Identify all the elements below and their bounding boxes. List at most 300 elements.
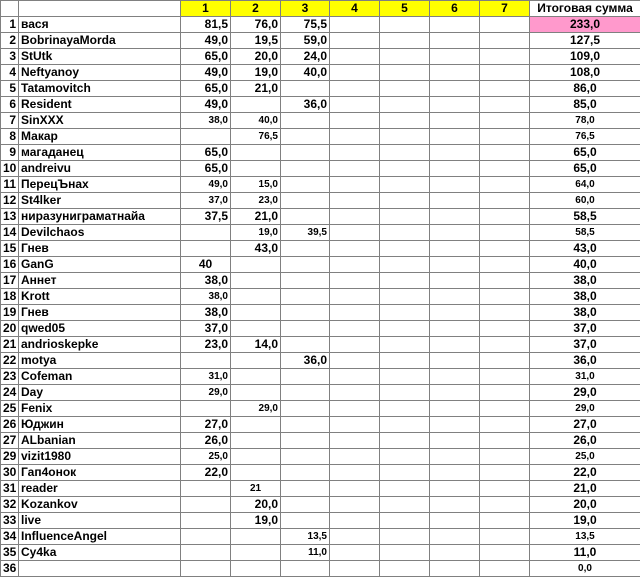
total-cell[interactable]: 36,0 (530, 353, 640, 369)
score-cell-7[interactable] (480, 241, 530, 257)
score-cell-4[interactable] (330, 225, 380, 241)
score-cell-5[interactable] (380, 321, 430, 337)
score-cell-5[interactable] (380, 241, 430, 257)
score-cell-7[interactable] (480, 465, 530, 481)
total-cell[interactable]: 233,0 (530, 17, 640, 33)
score-cell-5[interactable] (380, 33, 430, 49)
total-cell[interactable]: 108,0 (530, 65, 640, 81)
score-cell-4[interactable] (330, 257, 380, 273)
total-cell[interactable]: 60,0 (530, 193, 640, 209)
score-cell-6[interactable] (430, 145, 480, 161)
score-cell-3[interactable] (281, 401, 330, 417)
score-cell-5[interactable] (380, 545, 430, 561)
score-cell-1[interactable] (181, 225, 231, 241)
score-cell-4[interactable] (330, 513, 380, 529)
score-cell-1[interactable]: 38,0 (181, 289, 231, 305)
score-cell-1[interactable]: 27,0 (181, 417, 231, 433)
total-cell[interactable]: 109,0 (530, 49, 640, 65)
score-cell-6[interactable] (430, 513, 480, 529)
player-name-cell[interactable]: Макар (19, 129, 181, 145)
player-name-cell[interactable]: andreivu (19, 161, 181, 177)
player-name-cell[interactable]: St4lker (19, 193, 181, 209)
score-cell-1[interactable] (181, 513, 231, 529)
score-cell-4[interactable] (330, 49, 380, 65)
score-cell-5[interactable] (380, 353, 430, 369)
score-cell-2[interactable] (231, 305, 281, 321)
score-cell-1[interactable]: 38,0 (181, 273, 231, 289)
score-cell-1[interactable] (181, 529, 231, 545)
score-cell-7[interactable] (480, 401, 530, 417)
total-cell[interactable]: 58,5 (530, 209, 640, 225)
score-cell-4[interactable] (330, 497, 380, 513)
score-cell-4[interactable] (330, 481, 380, 497)
score-cell-7[interactable] (480, 353, 530, 369)
score-cell-2[interactable] (231, 417, 281, 433)
score-cell-4[interactable] (330, 369, 380, 385)
score-cell-6[interactable] (430, 321, 480, 337)
score-cell-7[interactable] (480, 529, 530, 545)
score-cell-4[interactable] (330, 385, 380, 401)
score-cell-6[interactable] (430, 385, 480, 401)
score-cell-6[interactable] (430, 193, 480, 209)
score-cell-3[interactable] (281, 241, 330, 257)
score-cell-3[interactable] (281, 513, 330, 529)
score-cell-2[interactable]: 43,0 (231, 241, 281, 257)
score-cell-4[interactable] (330, 465, 380, 481)
player-name-cell[interactable]: Юджин (19, 417, 181, 433)
score-cell-5[interactable] (380, 209, 430, 225)
score-cell-6[interactable] (430, 209, 480, 225)
total-cell[interactable]: 65,0 (530, 145, 640, 161)
score-cell-1[interactable] (181, 401, 231, 417)
score-cell-4[interactable] (330, 161, 380, 177)
total-cell[interactable]: 0,0 (530, 561, 640, 577)
score-cell-5[interactable] (380, 49, 430, 65)
score-cell-2[interactable]: 40,0 (231, 113, 281, 129)
score-cell-4[interactable] (330, 177, 380, 193)
score-cell-4[interactable] (330, 289, 380, 305)
score-cell-7[interactable] (480, 545, 530, 561)
total-cell[interactable]: 19,0 (530, 513, 640, 529)
column-header-2[interactable]: 2 (231, 1, 281, 17)
score-cell-3[interactable] (281, 161, 330, 177)
score-cell-2[interactable] (231, 257, 281, 273)
score-cell-6[interactable] (430, 161, 480, 177)
score-cell-1[interactable] (181, 561, 231, 577)
player-name-cell[interactable]: andrioskepke (19, 337, 181, 353)
score-cell-7[interactable] (480, 161, 530, 177)
score-cell-7[interactable] (480, 193, 530, 209)
total-cell[interactable]: 40,0 (530, 257, 640, 273)
total-cell[interactable]: 38,0 (530, 305, 640, 321)
score-cell-3[interactable] (281, 289, 330, 305)
player-name-cell[interactable]: Day (19, 385, 181, 401)
score-cell-7[interactable] (480, 449, 530, 465)
score-cell-6[interactable] (430, 497, 480, 513)
score-cell-5[interactable] (380, 433, 430, 449)
score-cell-3[interactable] (281, 433, 330, 449)
score-cell-3[interactable] (281, 113, 330, 129)
score-cell-7[interactable] (480, 17, 530, 33)
score-cell-7[interactable] (480, 561, 530, 577)
score-cell-6[interactable] (430, 225, 480, 241)
player-name-cell[interactable]: Resident (19, 97, 181, 113)
score-cell-1[interactable] (181, 241, 231, 257)
total-cell[interactable]: 38,0 (530, 289, 640, 305)
total-cell[interactable]: 85,0 (530, 97, 640, 113)
score-cell-1[interactable]: 23,0 (181, 337, 231, 353)
score-cell-7[interactable] (480, 481, 530, 497)
score-cell-1[interactable]: 38,0 (181, 305, 231, 321)
score-cell-1[interactable] (181, 481, 231, 497)
total-cell[interactable]: 37,0 (530, 337, 640, 353)
score-cell-7[interactable] (480, 385, 530, 401)
score-cell-3[interactable] (281, 209, 330, 225)
score-cell-4[interactable] (330, 321, 380, 337)
score-cell-6[interactable] (430, 353, 480, 369)
score-cell-3[interactable] (281, 273, 330, 289)
score-cell-3[interactable]: 40,0 (281, 65, 330, 81)
score-cell-3[interactable]: 13,5 (281, 529, 330, 545)
score-cell-5[interactable] (380, 257, 430, 273)
player-name-cell[interactable]: BobrinayaMorda (19, 33, 181, 49)
total-cell[interactable]: 29,0 (530, 385, 640, 401)
score-cell-6[interactable] (430, 481, 480, 497)
score-cell-4[interactable] (330, 433, 380, 449)
score-cell-4[interactable] (330, 145, 380, 161)
score-cell-5[interactable] (380, 417, 430, 433)
score-cell-7[interactable] (480, 33, 530, 49)
score-cell-1[interactable]: 37,0 (181, 321, 231, 337)
total-cell[interactable]: 31,0 (530, 369, 640, 385)
score-cell-4[interactable] (330, 81, 380, 97)
player-name-cell[interactable]: Гап4онок (19, 465, 181, 481)
score-cell-1[interactable]: 65,0 (181, 145, 231, 161)
score-cell-7[interactable] (480, 49, 530, 65)
score-cell-5[interactable] (380, 369, 430, 385)
score-cell-6[interactable] (430, 545, 480, 561)
score-cell-1[interactable]: 49,0 (181, 33, 231, 49)
score-cell-5[interactable] (380, 177, 430, 193)
score-cell-6[interactable] (430, 273, 480, 289)
score-cell-2[interactable]: 76,0 (231, 17, 281, 33)
total-cell[interactable]: 13,5 (530, 529, 640, 545)
score-cell-7[interactable] (480, 289, 530, 305)
score-cell-7[interactable] (480, 177, 530, 193)
player-name-cell[interactable]: ALbanian (19, 433, 181, 449)
score-cell-2[interactable]: 21 (231, 481, 281, 497)
score-cell-3[interactable] (281, 177, 330, 193)
score-cell-3[interactable]: 24,0 (281, 49, 330, 65)
score-cell-3[interactable]: 36,0 (281, 97, 330, 113)
score-cell-2[interactable] (231, 561, 281, 577)
score-cell-6[interactable] (430, 241, 480, 257)
score-cell-1[interactable]: 31,0 (181, 369, 231, 385)
total-cell[interactable]: 25,0 (530, 449, 640, 465)
score-cell-3[interactable] (281, 81, 330, 97)
score-cell-7[interactable] (480, 145, 530, 161)
score-cell-7[interactable] (480, 225, 530, 241)
score-cell-7[interactable] (480, 497, 530, 513)
score-cell-5[interactable] (380, 145, 430, 161)
score-cell-3[interactable]: 39,5 (281, 225, 330, 241)
score-cell-4[interactable] (330, 449, 380, 465)
score-cell-2[interactable]: 15,0 (231, 177, 281, 193)
player-name-cell[interactable]: магаданец (19, 145, 181, 161)
player-name-cell[interactable]: Fenix (19, 401, 181, 417)
score-cell-7[interactable] (480, 113, 530, 129)
score-cell-6[interactable] (430, 417, 480, 433)
score-cell-2[interactable] (231, 433, 281, 449)
total-cell[interactable]: 22,0 (530, 465, 640, 481)
score-cell-1[interactable]: 49,0 (181, 97, 231, 113)
score-cell-3[interactable] (281, 321, 330, 337)
player-name-cell[interactable]: ниразуниграматнайа (19, 209, 181, 225)
score-cell-1[interactable]: 37,5 (181, 209, 231, 225)
total-cell[interactable]: 43,0 (530, 241, 640, 257)
column-header-4[interactable]: 4 (330, 1, 380, 17)
score-cell-5[interactable] (380, 529, 430, 545)
score-cell-6[interactable] (430, 305, 480, 321)
score-cell-2[interactable]: 19,0 (231, 225, 281, 241)
score-cell-2[interactable]: 21,0 (231, 81, 281, 97)
score-cell-3[interactable]: 11,0 (281, 545, 330, 561)
score-cell-4[interactable] (330, 353, 380, 369)
player-name-cell[interactable]: Devilchaos (19, 225, 181, 241)
player-name-cell[interactable]: Аннет (19, 273, 181, 289)
score-cell-2[interactable]: 19,5 (231, 33, 281, 49)
score-cell-5[interactable] (380, 129, 430, 145)
score-cell-7[interactable] (480, 369, 530, 385)
score-cell-6[interactable] (430, 433, 480, 449)
score-cell-4[interactable] (330, 305, 380, 321)
score-cell-2[interactable]: 20,0 (231, 49, 281, 65)
score-cell-4[interactable] (330, 209, 380, 225)
score-cell-7[interactable] (480, 257, 530, 273)
score-cell-4[interactable] (330, 529, 380, 545)
score-cell-1[interactable]: 49,0 (181, 177, 231, 193)
score-cell-3[interactable] (281, 145, 330, 161)
score-cell-2[interactable]: 21,0 (231, 209, 281, 225)
score-cell-2[interactable] (231, 529, 281, 545)
player-name-cell[interactable]: Гнев (19, 305, 181, 321)
score-cell-2[interactable]: 23,0 (231, 193, 281, 209)
total-cell[interactable]: 76,5 (530, 129, 640, 145)
score-cell-6[interactable] (430, 257, 480, 273)
score-cell-3[interactable] (281, 193, 330, 209)
total-cell[interactable]: 65,0 (530, 161, 640, 177)
score-cell-4[interactable] (330, 401, 380, 417)
score-cell-6[interactable] (430, 129, 480, 145)
score-cell-1[interactable]: 29,0 (181, 385, 231, 401)
player-name-cell[interactable]: reader (19, 481, 181, 497)
score-cell-4[interactable] (330, 273, 380, 289)
player-name-cell[interactable]: ПерецЪнах (19, 177, 181, 193)
player-name-cell[interactable]: Neftyanoy (19, 65, 181, 81)
score-cell-2[interactable] (231, 97, 281, 113)
score-cell-7[interactable] (480, 97, 530, 113)
column-header-7[interactable]: 7 (480, 1, 530, 17)
score-cell-5[interactable] (380, 497, 430, 513)
score-cell-2[interactable] (231, 449, 281, 465)
total-cell[interactable]: 38,0 (530, 273, 640, 289)
column-header-1[interactable]: 1 (181, 1, 231, 17)
total-cell[interactable]: 20,0 (530, 497, 640, 513)
score-cell-2[interactable] (231, 273, 281, 289)
total-cell[interactable]: 27,0 (530, 417, 640, 433)
player-name-cell[interactable]: GanG (19, 257, 181, 273)
score-cell-3[interactable] (281, 129, 330, 145)
player-name-cell[interactable] (19, 561, 181, 577)
score-cell-3[interactable]: 59,0 (281, 33, 330, 49)
total-cell[interactable]: 37,0 (530, 321, 640, 337)
score-cell-6[interactable] (430, 401, 480, 417)
player-name-cell[interactable]: live (19, 513, 181, 529)
score-cell-5[interactable] (380, 113, 430, 129)
score-cell-1[interactable]: 25,0 (181, 449, 231, 465)
score-cell-5[interactable] (380, 17, 430, 33)
score-cell-2[interactable]: 14,0 (231, 337, 281, 353)
score-cell-1[interactable]: 37,0 (181, 193, 231, 209)
score-cell-4[interactable] (330, 337, 380, 353)
score-cell-7[interactable] (480, 337, 530, 353)
score-cell-1[interactable]: 65,0 (181, 49, 231, 65)
total-cell[interactable]: 78,0 (530, 113, 640, 129)
score-cell-4[interactable] (330, 65, 380, 81)
score-cell-1[interactable] (181, 545, 231, 561)
score-cell-4[interactable] (330, 561, 380, 577)
score-cell-5[interactable] (380, 385, 430, 401)
score-cell-1[interactable] (181, 497, 231, 513)
score-cell-6[interactable] (430, 529, 480, 545)
score-cell-4[interactable] (330, 97, 380, 113)
score-cell-3[interactable]: 36,0 (281, 353, 330, 369)
player-name-cell[interactable]: Kozankov (19, 497, 181, 513)
score-cell-1[interactable]: 38,0 (181, 113, 231, 129)
score-cell-3[interactable] (281, 385, 330, 401)
score-cell-4[interactable] (330, 17, 380, 33)
score-cell-3[interactable] (281, 257, 330, 273)
score-cell-3[interactable]: 75,5 (281, 17, 330, 33)
score-cell-7[interactable] (480, 417, 530, 433)
score-cell-7[interactable] (480, 321, 530, 337)
player-name-cell[interactable]: Krott (19, 289, 181, 305)
score-cell-1[interactable]: 81,5 (181, 17, 231, 33)
score-cell-5[interactable] (380, 65, 430, 81)
score-cell-6[interactable] (430, 177, 480, 193)
score-cell-6[interactable] (430, 113, 480, 129)
player-name-cell[interactable]: InfluenceAngel (19, 529, 181, 545)
score-cell-6[interactable] (430, 561, 480, 577)
score-cell-6[interactable] (430, 49, 480, 65)
score-cell-5[interactable] (380, 81, 430, 97)
total-cell[interactable]: 26,0 (530, 433, 640, 449)
score-cell-5[interactable] (380, 273, 430, 289)
score-cell-4[interactable] (330, 241, 380, 257)
score-cell-2[interactable] (231, 385, 281, 401)
player-name-cell[interactable]: Cofeman (19, 369, 181, 385)
score-cell-5[interactable] (380, 305, 430, 321)
score-cell-2[interactable] (231, 369, 281, 385)
score-cell-7[interactable] (480, 209, 530, 225)
score-cell-6[interactable] (430, 369, 480, 385)
player-name-cell[interactable]: Гнев (19, 241, 181, 257)
total-cell[interactable]: 58,5 (530, 225, 640, 241)
player-name-cell[interactable]: Tatamovitch (19, 81, 181, 97)
score-cell-1[interactable]: 65,0 (181, 81, 231, 97)
score-cell-2[interactable]: 29,0 (231, 401, 281, 417)
score-cell-3[interactable] (281, 561, 330, 577)
player-name-cell[interactable]: motya (19, 353, 181, 369)
score-cell-4[interactable] (330, 417, 380, 433)
score-cell-7[interactable] (480, 433, 530, 449)
score-cell-1[interactable] (181, 129, 231, 145)
player-name-cell[interactable]: qwed05 (19, 321, 181, 337)
score-cell-2[interactable]: 20,0 (231, 497, 281, 513)
score-cell-6[interactable] (430, 337, 480, 353)
score-cell-5[interactable] (380, 225, 430, 241)
score-cell-7[interactable] (480, 513, 530, 529)
score-cell-4[interactable] (330, 113, 380, 129)
score-cell-2[interactable] (231, 145, 281, 161)
score-cell-2[interactable]: 19,0 (231, 513, 281, 529)
score-cell-6[interactable] (430, 289, 480, 305)
player-name-cell[interactable]: SinXXX (19, 113, 181, 129)
score-cell-2[interactable]: 76,5 (231, 129, 281, 145)
score-cell-6[interactable] (430, 17, 480, 33)
player-name-cell[interactable]: Cy4ka (19, 545, 181, 561)
score-cell-5[interactable] (380, 193, 430, 209)
score-cell-5[interactable] (380, 289, 430, 305)
score-cell-5[interactable] (380, 513, 430, 529)
score-cell-2[interactable] (231, 161, 281, 177)
score-cell-3[interactable] (281, 481, 330, 497)
score-cell-3[interactable] (281, 305, 330, 321)
score-cell-1[interactable]: 40 (181, 257, 231, 273)
score-cell-7[interactable] (480, 305, 530, 321)
score-cell-6[interactable] (430, 97, 480, 113)
score-cell-5[interactable] (380, 337, 430, 353)
column-header-5[interactable]: 5 (380, 1, 430, 17)
score-cell-3[interactable] (281, 417, 330, 433)
score-cell-6[interactable] (430, 65, 480, 81)
score-cell-1[interactable]: 65,0 (181, 161, 231, 177)
column-header-3[interactable]: 3 (281, 1, 330, 17)
score-cell-1[interactable] (181, 353, 231, 369)
column-header-6[interactable]: 6 (430, 1, 480, 17)
score-cell-1[interactable]: 26,0 (181, 433, 231, 449)
score-cell-5[interactable] (380, 97, 430, 113)
score-cell-7[interactable] (480, 81, 530, 97)
score-cell-7[interactable] (480, 65, 530, 81)
score-cell-4[interactable] (330, 193, 380, 209)
score-cell-1[interactable]: 49,0 (181, 65, 231, 81)
score-cell-2[interactable] (231, 545, 281, 561)
score-cell-4[interactable] (330, 33, 380, 49)
total-header[interactable]: Итоговая сумма (530, 1, 640, 17)
score-cell-3[interactable] (281, 369, 330, 385)
score-cell-5[interactable] (380, 561, 430, 577)
score-cell-5[interactable] (380, 465, 430, 481)
score-cell-6[interactable] (430, 33, 480, 49)
total-cell[interactable]: 64,0 (530, 177, 640, 193)
score-cell-2[interactable] (231, 465, 281, 481)
player-name-cell[interactable]: StUtk (19, 49, 181, 65)
score-cell-1[interactable]: 22,0 (181, 465, 231, 481)
score-cell-6[interactable] (430, 449, 480, 465)
header-name-cell[interactable] (19, 1, 181, 17)
score-cell-2[interactable]: 19,0 (231, 65, 281, 81)
